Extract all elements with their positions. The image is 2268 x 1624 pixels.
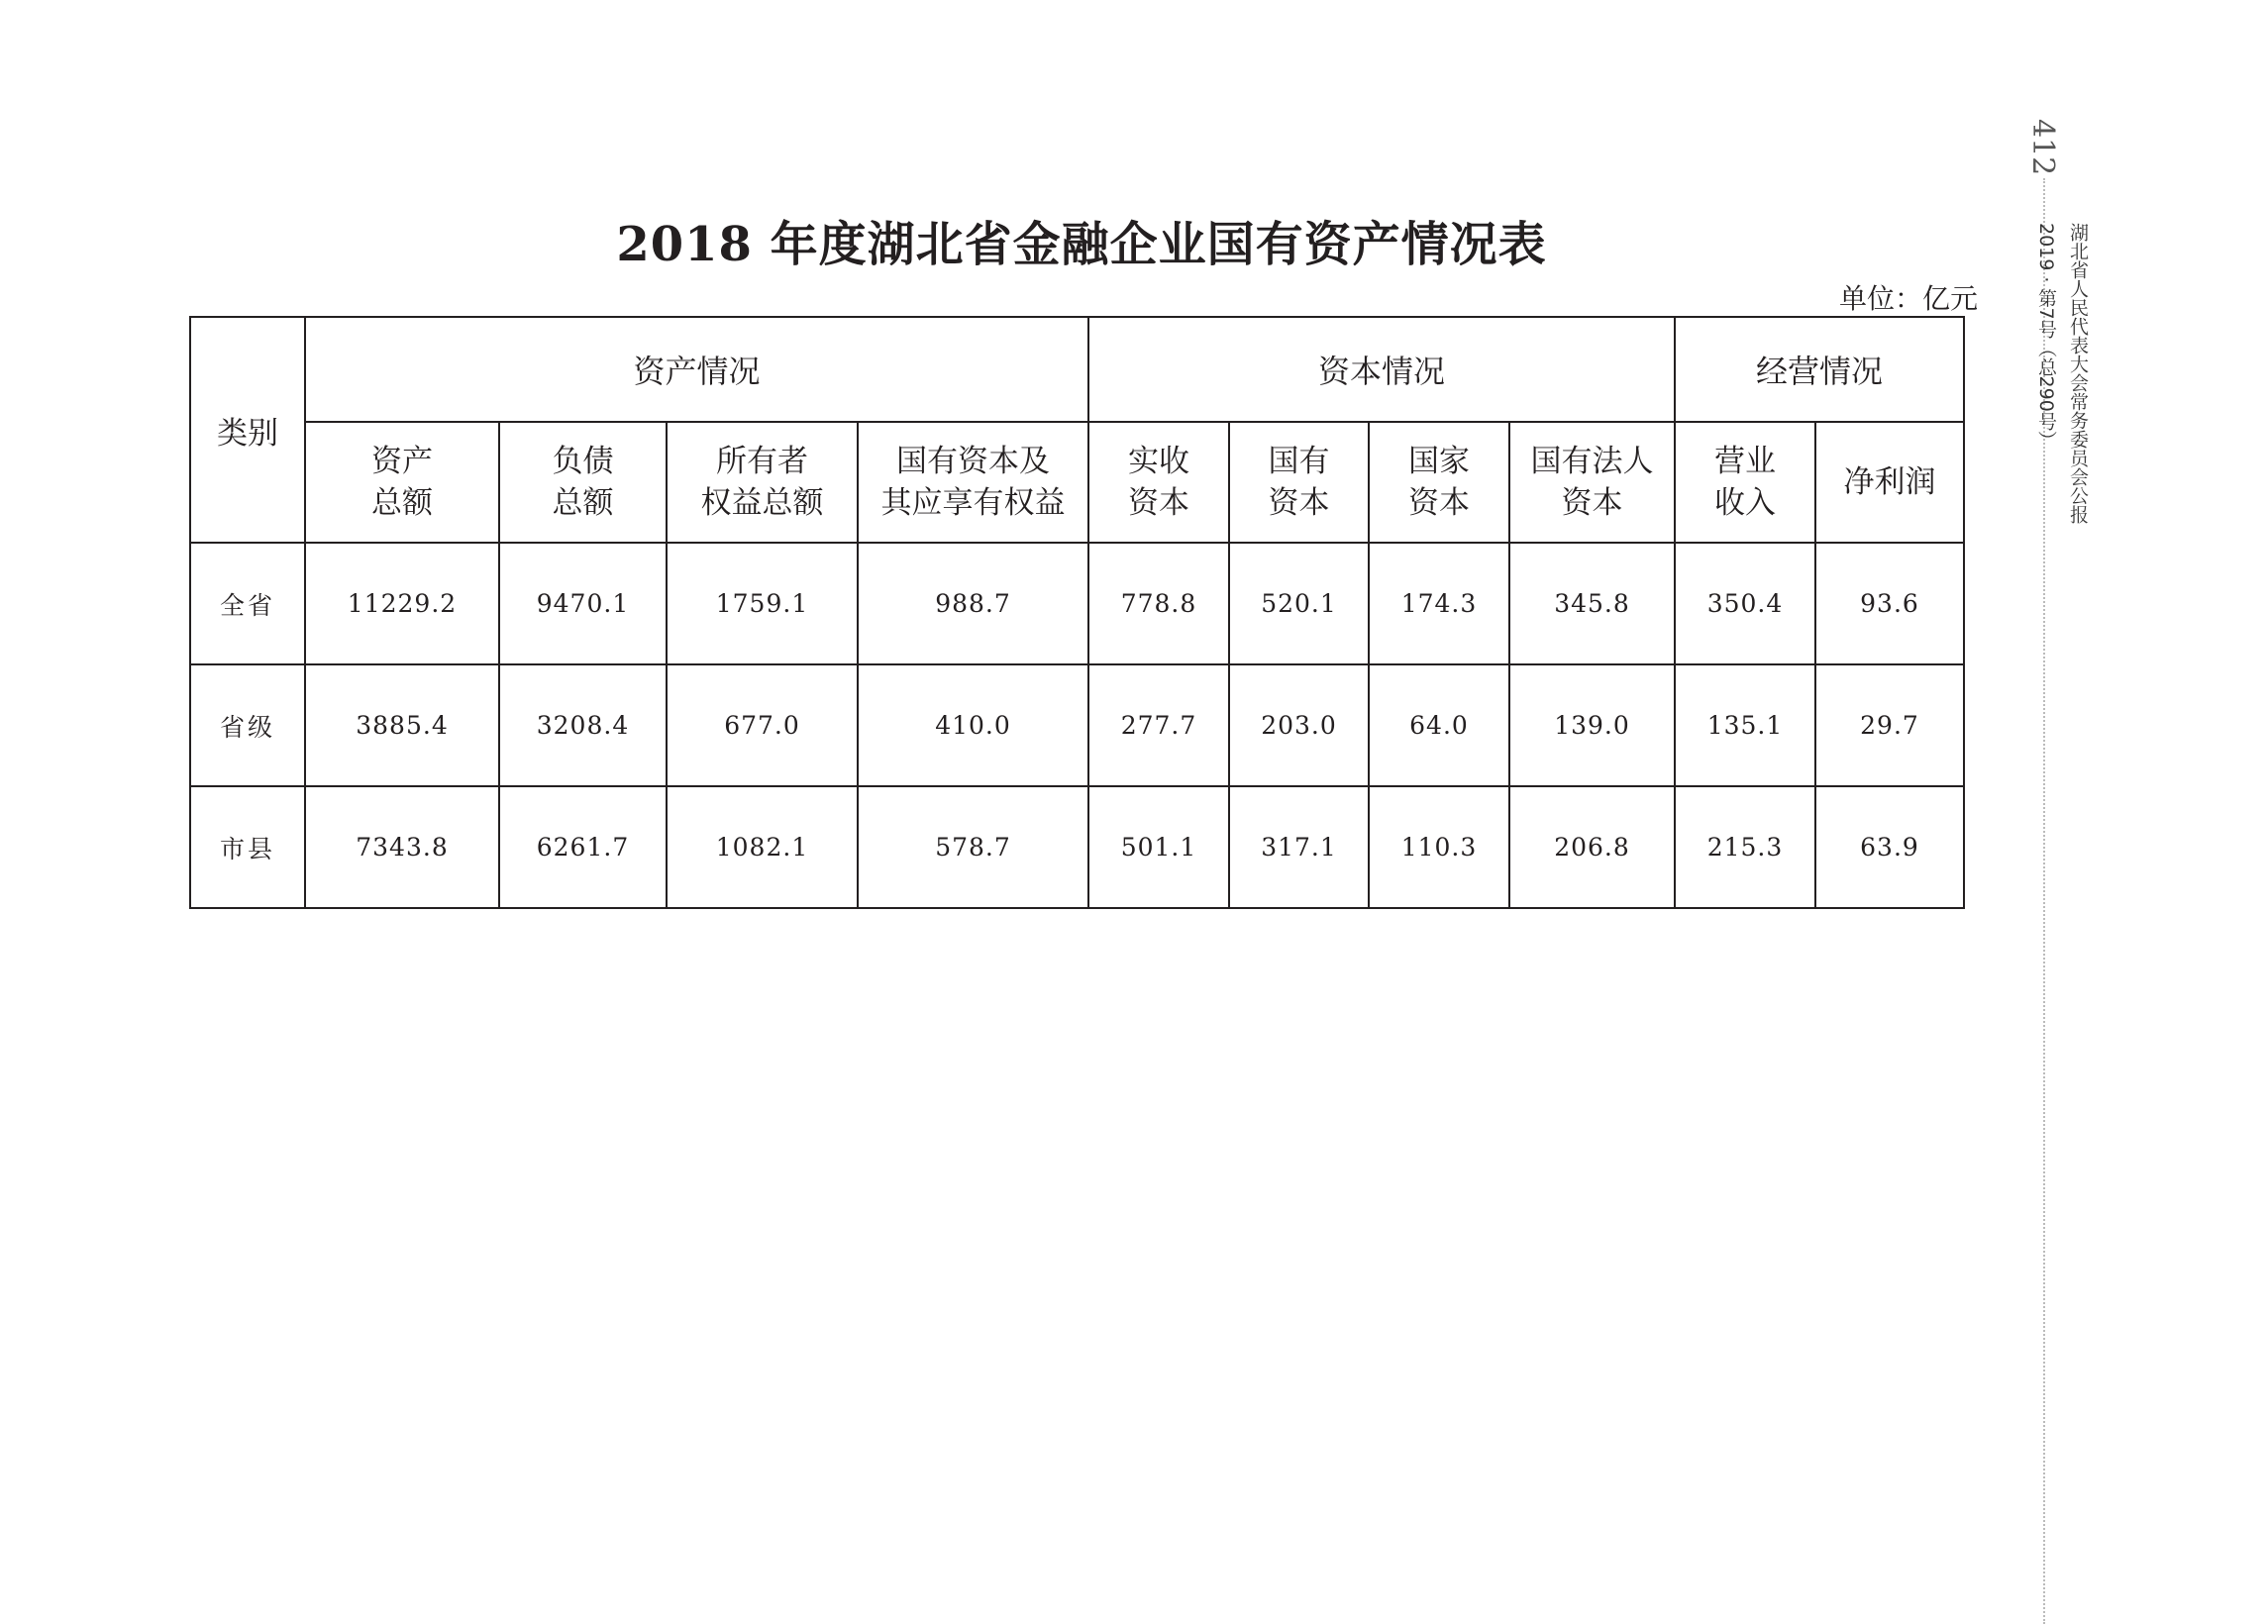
table-cell: 63.9 bbox=[1815, 786, 1964, 908]
table-cell: 93.6 bbox=[1815, 543, 1964, 664]
column-header: 负债 总额 bbox=[499, 422, 667, 543]
table-row bbox=[190, 786, 1964, 908]
page-number: 412 bbox=[2025, 119, 2060, 176]
assets-table bbox=[189, 316, 1965, 909]
table-cell: 1759.1 bbox=[667, 543, 858, 664]
column-header: 实收 资本 bbox=[1088, 422, 1229, 543]
table-cell: 501.1 bbox=[1088, 786, 1229, 908]
row-label: 全省 bbox=[190, 543, 305, 664]
column-header: 国家 资本 bbox=[1369, 422, 1509, 543]
table-cell: 135.1 bbox=[1675, 664, 1815, 786]
table-cell: 9470.1 bbox=[499, 543, 667, 664]
table-cell: 174.3 bbox=[1369, 543, 1509, 664]
table-row bbox=[190, 664, 1964, 786]
column-header: 国有资本及 其应享有权益 bbox=[858, 422, 1088, 543]
table-cell: 350.4 bbox=[1675, 543, 1815, 664]
column-header: 资产 总额 bbox=[305, 422, 499, 543]
table-cell: 206.8 bbox=[1509, 786, 1675, 908]
table-cell: 345.8 bbox=[1509, 543, 1675, 664]
table-cell: 317.1 bbox=[1229, 786, 1369, 908]
table-cell: 139.0 bbox=[1509, 664, 1675, 786]
table-cell: 277.7 bbox=[1088, 664, 1229, 786]
unit-label: 单位：亿元 bbox=[1838, 282, 1978, 315]
category-header: 类别 bbox=[190, 317, 305, 543]
row-label: 市县 bbox=[190, 786, 305, 908]
table-cell: 3208.4 bbox=[499, 664, 667, 786]
issue-number: 2019 · 第7号（总290号） bbox=[2035, 223, 2057, 450]
column-header: 国有法人 资本 bbox=[1509, 422, 1675, 543]
table-cell: 677.0 bbox=[667, 664, 858, 786]
table-cell: 203.0 bbox=[1229, 664, 1369, 786]
table-cell: 29.7 bbox=[1815, 664, 1964, 786]
row-label: 省级 bbox=[190, 664, 305, 786]
table-cell: 520.1 bbox=[1229, 543, 1369, 664]
table-cell: 11229.2 bbox=[305, 543, 499, 664]
column-header: 国有 资本 bbox=[1229, 422, 1369, 543]
table-cell: 410.0 bbox=[858, 664, 1088, 786]
group-header-row bbox=[190, 317, 1964, 422]
table-cell: 578.7 bbox=[858, 786, 1088, 908]
group-header-operations: 经营情况 bbox=[1675, 317, 1964, 422]
column-header: 所有者 权益总额 bbox=[667, 422, 858, 543]
column-header: 营业 收入 bbox=[1675, 422, 1815, 543]
table-cell: 215.3 bbox=[1675, 786, 1815, 908]
table-cell: 110.3 bbox=[1369, 786, 1509, 908]
table-cell: 778.8 bbox=[1088, 543, 1229, 664]
table-cell: 988.7 bbox=[858, 543, 1088, 664]
table-cell: 6261.7 bbox=[499, 786, 667, 908]
column-header: 净利润 bbox=[1815, 422, 1964, 543]
table-cell: 64.0 bbox=[1369, 664, 1509, 786]
table-cell: 3885.4 bbox=[305, 664, 499, 786]
table-cell: 1082.1 bbox=[667, 786, 858, 908]
group-header-assets: 资产情况 bbox=[305, 317, 1088, 422]
journal-name: 湖北省人民代表大会常务委员会公报 bbox=[2067, 223, 2089, 524]
table-row bbox=[190, 543, 1964, 664]
table-cell: 7343.8 bbox=[305, 786, 499, 908]
group-header-capital: 资本情况 bbox=[1088, 317, 1675, 422]
page-title: 2018 年度湖北省金融企业国有资产情况表 bbox=[616, 217, 1547, 272]
column-header-row bbox=[190, 422, 1964, 543]
